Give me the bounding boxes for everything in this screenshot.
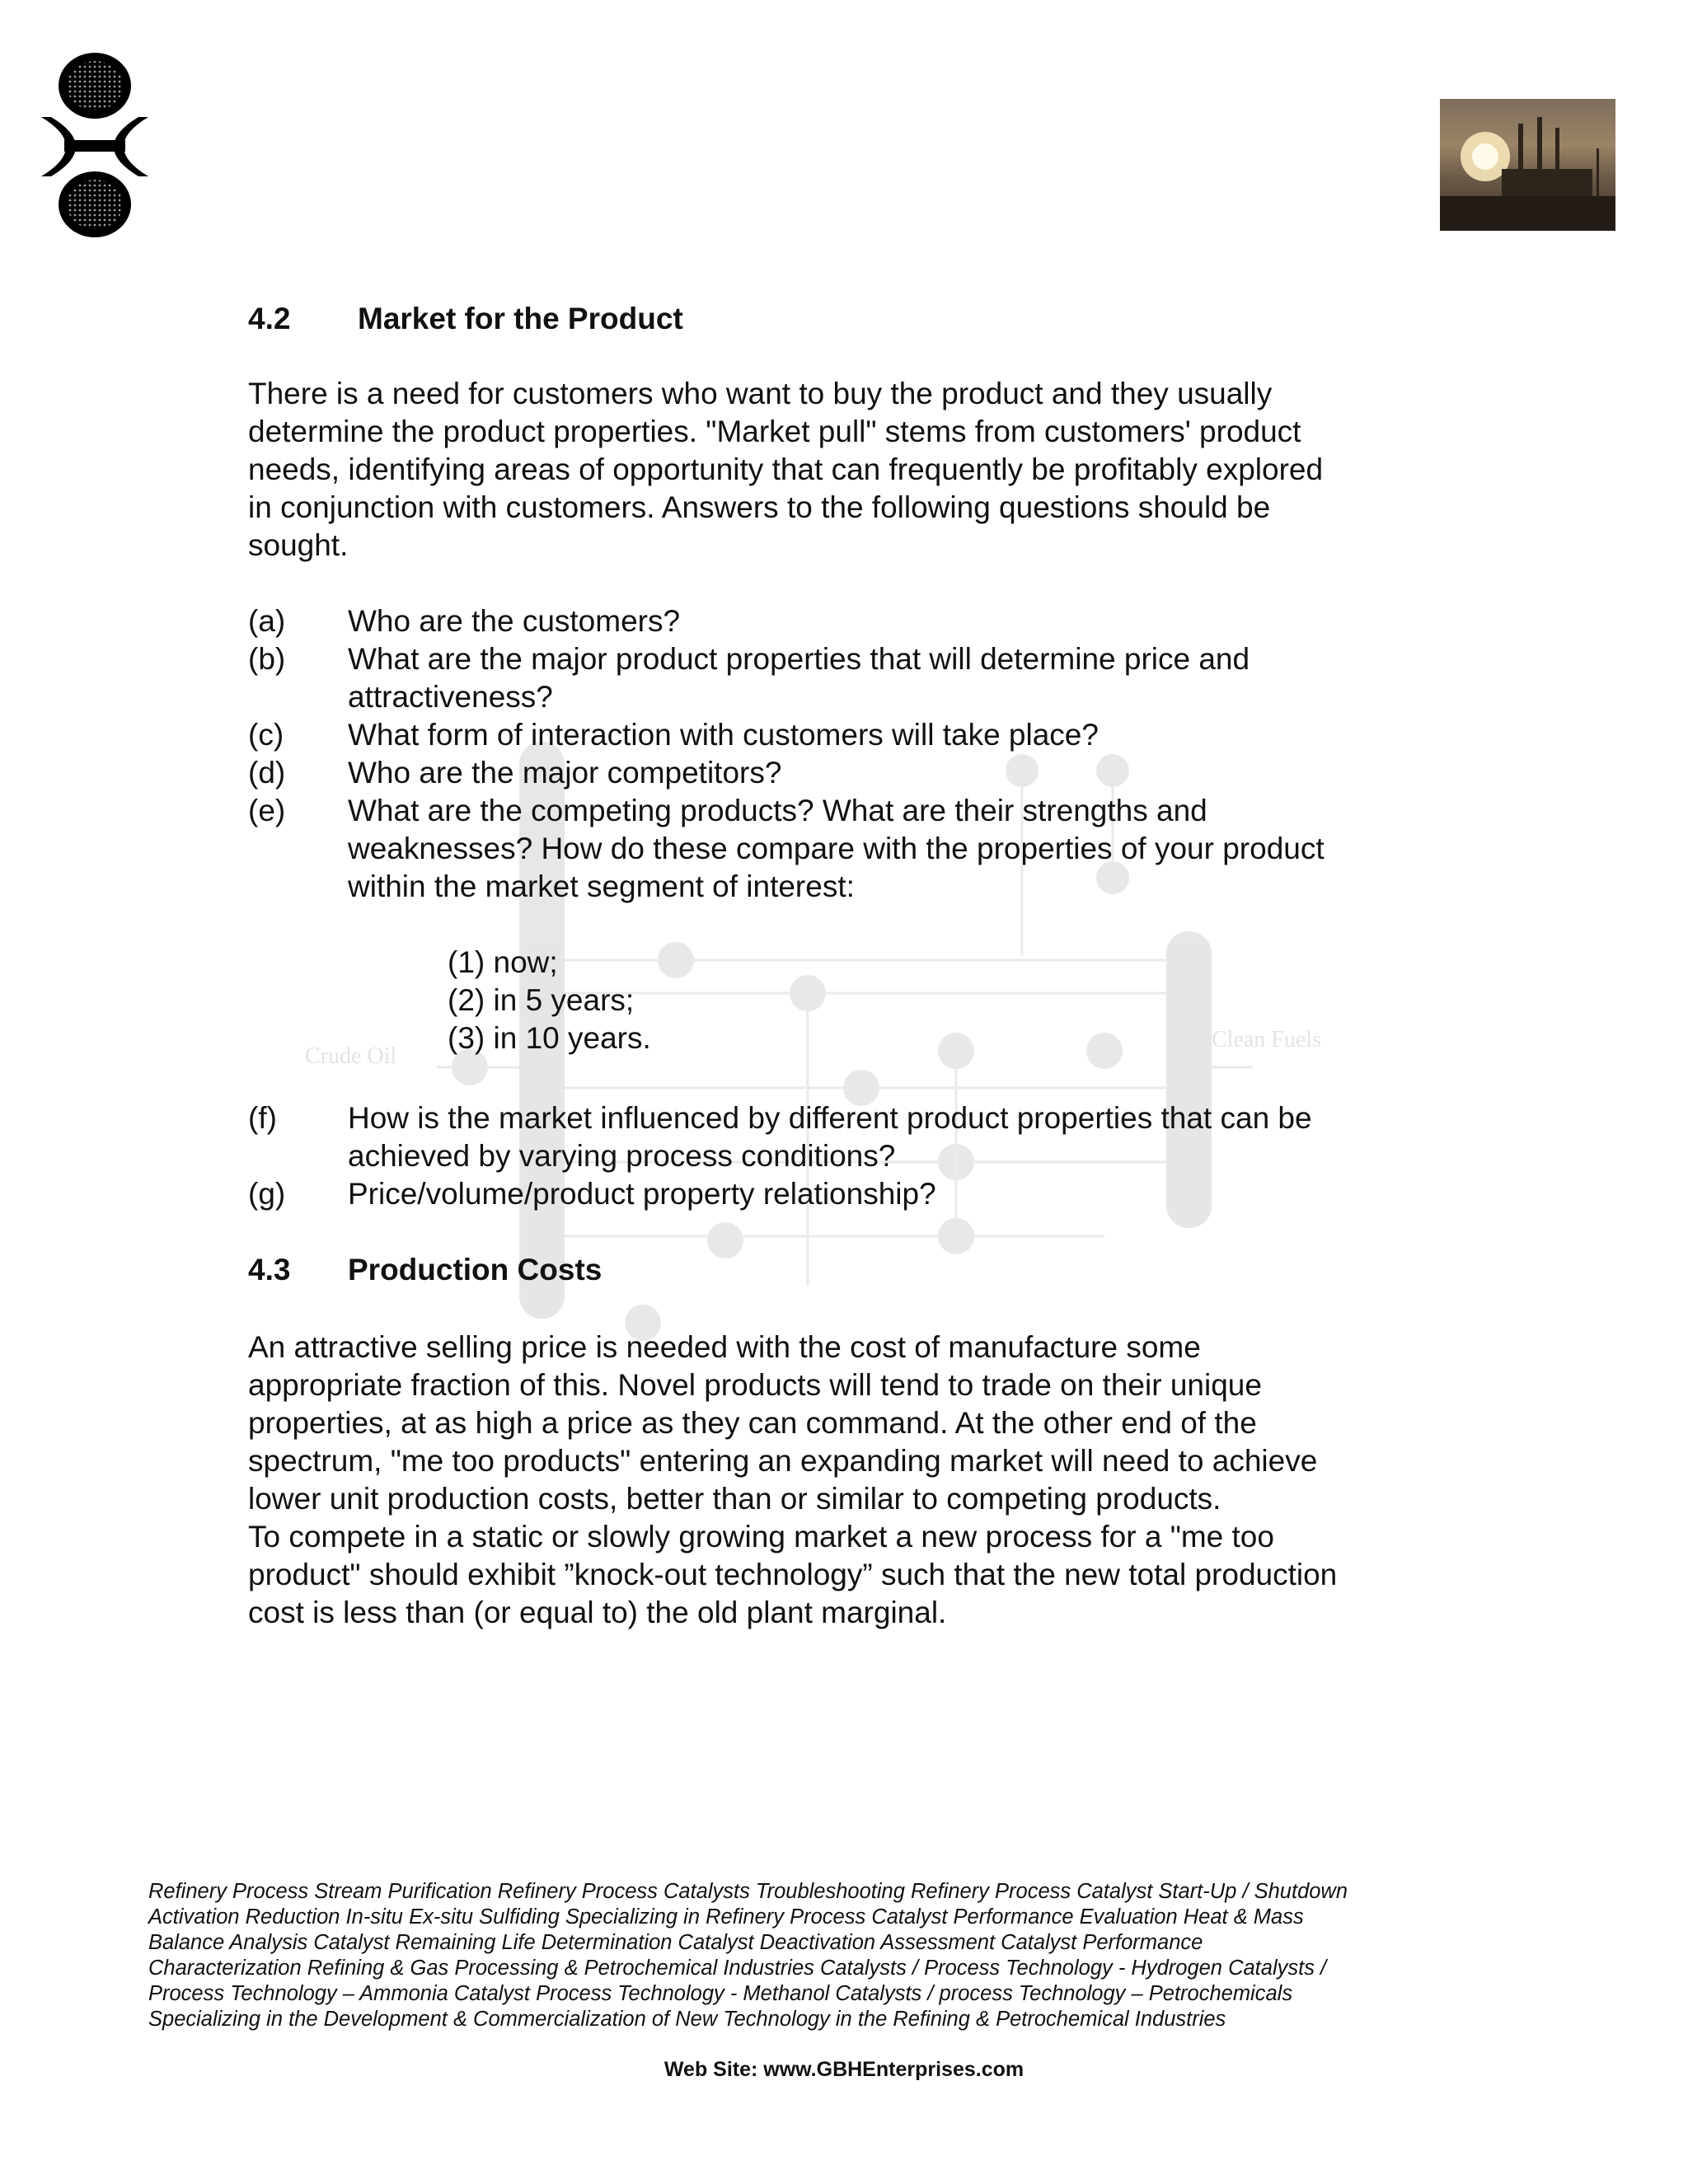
question-marker: (d) — [248, 756, 286, 790]
footer-services — [148, 1879, 1459, 2032]
question-item — [248, 716, 1099, 754]
refinery-photo — [1440, 99, 1615, 231]
website-link[interactable]: Web Site: www.GBHEnterprises.com — [663, 2058, 1025, 2081]
question-text-continued: achieved by varying process conditions? — [348, 1139, 896, 1173]
question-marker: (a) — [248, 604, 286, 638]
question-marker: (b) — [248, 642, 286, 676]
paragraph-line: appropriate fraction of this. Novel products will tend to trade on their unique — [248, 1368, 1262, 1402]
question-marker: (g) — [248, 1177, 286, 1211]
question-item — [248, 602, 681, 640]
paragraph-line: determine the product properties. "Market pull" stems from customers' product — [248, 415, 1301, 448]
section-4-2-heading — [248, 300, 683, 338]
question-marker: (f) — [248, 1101, 277, 1135]
section-title: Production Costs — [348, 1253, 603, 1286]
question-item — [248, 792, 1207, 830]
question-item — [248, 640, 1250, 678]
footer-line: Characterization Refining & Gas Processing & Petrochemical Industries Catalysts / Process Technology - Hydrogen Catalysts / — [148, 1957, 1327, 1980]
paragraph-line: lower unit production costs, better than or similar to competing products. — [248, 1482, 1221, 1516]
question-text: What are the major product properties that will determine price and — [348, 642, 1250, 676]
paragraph-line: cost is less than (or equal to) the old plant marginal. — [248, 1596, 947, 1629]
footer-line: Balance Analysis Catalyst Remaining Life Determination Catalyst Deactivation Assessment Catalyst Performance — [148, 1931, 1203, 1954]
section-title: Market for the Product — [358, 302, 683, 335]
watermark-clean-fuels: Clean Fuels — [1212, 1027, 1321, 1052]
question-text-continued: within the market segment of interest: — [348, 869, 855, 903]
section-4-3-heading — [248, 1251, 603, 1289]
paragraph-line: An attractive selling price is needed with the cost of manufacture some — [248, 1330, 1201, 1364]
question-text: What are the competing products? What are their strengths and — [348, 794, 1207, 827]
sub-item: (3) in 10 years. — [448, 1021, 651, 1055]
question-text: Who are the customers? — [348, 604, 681, 638]
paragraph-line: To compete in a static or slowly growing market a new process for a "me too — [248, 1520, 1274, 1554]
footer-line: Activation Reduction In-situ Ex-situ Sulfiding Specializing in Refinery Process Catalyst Performance Evaluation Heat & Mass — [148, 1905, 1304, 1929]
question-marker: (c) — [248, 718, 284, 752]
question-item — [248, 1175, 936, 1213]
section-number: 4.3 — [248, 1253, 291, 1286]
section-number: 4.2 — [248, 302, 291, 335]
footer-line: Specializing in the Development & Commercialization of New Technology in the Refining & Petrochemical Industries — [148, 2008, 1226, 2031]
question-item — [248, 1099, 1312, 1137]
paragraph-line: properties, at as high a price as they can command. At the other end of the — [248, 1406, 1257, 1440]
footer-line: Process Technology – Ammonia Catalyst Process Technology - Methanol Catalysts / process Technology – Petrochemicals — [148, 1982, 1293, 2005]
gbh-logo-icon — [33, 49, 157, 239]
footer-line: Refinery Process Stream Purification Refinery Process Catalysts Troubleshooting Refinery Process Catalyst Start-Up / Shutdown — [148, 1880, 1348, 1903]
question-text-continued: weaknesses? How do these compare with the properties of your product — [348, 832, 1325, 865]
paragraph-line: spectrum, "me too products" entering an expanding market will need to achieve — [248, 1444, 1318, 1478]
paragraph-line: There is a need for customers who want to buy the product and they usually — [248, 377, 1273, 410]
question-text-continued: attractiveness? — [348, 680, 553, 714]
sub-item: (1) now; — [448, 945, 558, 979]
question-text: What form of interaction with customers will take place? — [348, 718, 1099, 752]
question-text: Who are the major competitors? — [348, 756, 782, 790]
paragraph-line: in conjunction with customers. Answers to the following questions should be — [248, 490, 1271, 524]
paragraph-line: sought. — [248, 528, 349, 562]
watermark-crude-oil: Crude Oil — [305, 1043, 397, 1069]
question-item — [248, 754, 782, 792]
sub-item: (2) in 5 years; — [448, 983, 635, 1017]
question-text: How is the market influenced by different product properties that can be — [348, 1101, 1312, 1135]
paragraph-line: needs, identifying areas of opportunity that can frequently be profitably explored — [248, 452, 1324, 486]
question-text: Price/volume/product property relationship? — [348, 1177, 936, 1211]
paragraph-line: product" should exhibit ”knock-out technology” such that the new total production — [248, 1558, 1338, 1591]
question-marker: (e) — [248, 794, 286, 827]
